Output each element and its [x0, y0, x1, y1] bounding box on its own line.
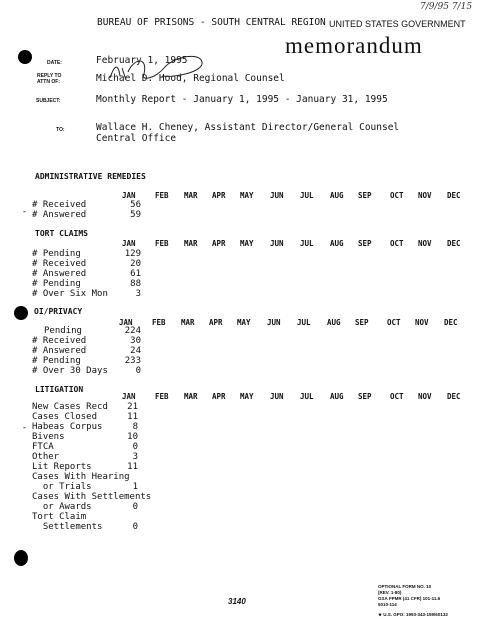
tort-row-value: 88 — [130, 279, 141, 289]
litigation-row-label: Settlements — [32, 522, 103, 532]
litigation-row-label: Lit Reports — [32, 462, 92, 472]
foi-row-label: # Pending — [32, 356, 81, 366]
form-line-2: (REV. 1-80) — [378, 590, 402, 595]
reply-to-label: REPLY TO ATTN OF: — [37, 73, 62, 85]
month-header-feb: FEB — [155, 191, 169, 200]
month-header-aug: AUG — [330, 191, 344, 200]
month-header-mar: MAR — [184, 191, 198, 200]
month-header-apr: APR — [212, 239, 226, 248]
tort-row-value: 20 — [130, 259, 141, 269]
litigation-row-value: 11 — [127, 462, 138, 472]
month-header-nov: NOV — [418, 392, 432, 401]
foi-row-value: 224 — [124, 326, 141, 336]
foi-row-label: Pending — [44, 326, 82, 336]
form-line-3: GSA FPMR (41 CFR) 101-11.6 — [378, 596, 441, 601]
month-header-jun: JUN — [270, 239, 284, 248]
punch-hole-middle — [14, 306, 28, 320]
month-header-aug: AUG — [330, 239, 344, 248]
litigation-row-label: Bivens — [32, 432, 65, 442]
month-header-jan: JAN — [122, 191, 136, 200]
date-label: DATE: — [47, 60, 62, 66]
foi-row-value: 24 — [130, 346, 141, 356]
subject-label: SUBJECT: — [36, 98, 61, 104]
admin-row-label: # Answered — [32, 210, 87, 220]
month-header-aug: AUG — [330, 392, 344, 401]
litigation-row-label: Habeas Corpus — [32, 422, 103, 432]
month-header-mar: MAR — [184, 392, 198, 401]
foi-row-label: # Over 30 Days — [32, 366, 108, 376]
month-header-jul: JUL — [300, 392, 314, 401]
month-header-feb: FEB — [155, 392, 169, 401]
month-header-apr: APR — [212, 392, 226, 401]
month-header-jul: JUL — [297, 318, 311, 327]
month-header-oct: OCT — [390, 392, 404, 401]
form-line-5: ★ U.S. GPO: 1993-343-159/60132 — [378, 612, 448, 617]
month-header-nov: NOV — [418, 239, 432, 248]
month-header-dec: DEC — [444, 318, 458, 327]
litigation-row-value: 3 — [132, 452, 138, 462]
month-header-dec: DEC — [447, 392, 461, 401]
tort-claims-heading: TORT CLAIMS — [35, 229, 88, 238]
month-header-oct: OCT — [390, 239, 404, 248]
handwritten-note: 7/9/95 7/15 — [420, 2, 473, 12]
month-header-sep: SEP — [358, 191, 372, 200]
litigation-row-label: or Trials — [32, 482, 92, 492]
month-header-jun: JUN — [270, 191, 284, 200]
month-header-may: MAY — [240, 392, 254, 401]
litigation-row-label: FTCA — [32, 442, 54, 452]
bureau-name: BUREAU OF PRISONS - SOUTH CENTRAL REGION — [97, 17, 326, 28]
tort-row-label: # Answered — [32, 269, 87, 279]
month-header-jul: JUL — [300, 191, 314, 200]
month-header-sep: SEP — [358, 392, 372, 401]
tort-row-value: 61 — [130, 269, 141, 279]
litigation-row-value: 0 — [132, 502, 138, 512]
litigation-row-value: 0 — [132, 442, 138, 452]
month-header-nov: NOV — [415, 318, 429, 327]
litigation-row-value: 21 — [127, 402, 138, 412]
litigation-row-value: 11 — [127, 412, 138, 422]
to-line-1: Wallace H. Cheney, Assistant Director/General Counsel — [96, 122, 400, 133]
month-header-dec: DEC — [447, 191, 461, 200]
month-header-jan: JAN — [122, 392, 136, 401]
litigation-row-label: Cases Closed — [32, 412, 98, 422]
month-header-feb: FEB — [155, 239, 169, 248]
litigation-row-value: 0 — [132, 522, 138, 532]
month-header-may: MAY — [240, 191, 254, 200]
form-line-1: OPTIONAL FORM NO. 10 — [378, 584, 432, 589]
tort-row-label: # Over Six Mon — [32, 289, 108, 299]
month-header-mar: MAR — [181, 318, 195, 327]
us-government-label: UNITED STATES GOVERNMENT — [329, 19, 466, 29]
form-line-4: 5010-114 — [378, 602, 397, 607]
date-value: February 1, 1995 — [96, 55, 188, 66]
to-line-2: Central Office — [96, 133, 177, 144]
tort-row-value: 129 — [124, 249, 141, 259]
foi-row-value: 30 — [130, 336, 141, 346]
admin-row-value: 59 — [130, 210, 141, 220]
month-header-mar: MAR — [184, 239, 198, 248]
month-header-feb: FEB — [152, 318, 166, 327]
tort-row-label: # Pending — [32, 279, 81, 289]
month-header-jun: JUN — [267, 318, 281, 327]
tort-row-label: # Received — [32, 259, 87, 269]
admin-row-label: # Received — [32, 200, 87, 210]
admin-row-value: 56 — [130, 200, 141, 210]
month-header-sep: SEP — [358, 239, 372, 248]
foi-privacy-heading: OI/PRIVACY — [34, 307, 83, 316]
admin-remedies-heading: ADMINISTRATIVE REMEDIES — [35, 172, 146, 181]
tort-row-value: 3 — [135, 289, 141, 299]
page-number: 3140 — [228, 597, 246, 606]
punch-hole-bottom — [14, 550, 28, 566]
to-label: TO: — [56, 127, 65, 133]
litigation-row-label: Tort Claim — [32, 512, 87, 522]
month-header-nov: NOV — [418, 191, 432, 200]
foi-row-label: # Received — [32, 336, 87, 346]
litigation-row-label: Cases With Hearing — [32, 472, 130, 482]
month-header-jan: JAN — [119, 318, 133, 327]
litigation-row-label: Other — [32, 452, 60, 462]
month-header-apr: APR — [212, 191, 226, 200]
margin-mark: - — [23, 422, 26, 432]
litigation-row-value: 8 — [132, 422, 138, 432]
margin-mark: - — [23, 206, 26, 216]
foi-row-value: 0 — [135, 366, 141, 376]
litigation-row-label: Cases With Settlements — [32, 492, 152, 502]
litigation-row-value: 1 — [132, 482, 138, 492]
punch-hole-top — [18, 50, 32, 64]
month-header-aug: AUG — [327, 318, 341, 327]
month-header-oct: OCT — [390, 191, 404, 200]
subject-value: Monthly Report - January 1, 1995 - January 31, 1995 — [96, 94, 388, 105]
litigation-row-value: 10 — [127, 432, 138, 442]
month-header-may: MAY — [237, 318, 251, 327]
month-header-oct: OCT — [387, 318, 401, 327]
month-header-may: MAY — [240, 239, 254, 248]
memorandum-title: memorandum — [285, 33, 423, 58]
signature — [104, 48, 212, 88]
month-header-dec: DEC — [447, 239, 461, 248]
month-header-jan: JAN — [122, 239, 136, 248]
month-header-apr: APR — [209, 318, 223, 327]
litigation-row-label: or Awards — [32, 502, 92, 512]
litigation-heading: LITIGATION — [35, 385, 84, 394]
foi-row-value: 233 — [124, 356, 141, 366]
tort-row-label: # Pending — [32, 249, 81, 259]
foi-row-label: # Answered — [32, 346, 87, 356]
month-header-sep: SEP — [355, 318, 369, 327]
from-value: Michael D. Hood, Regional Counsel — [96, 73, 285, 84]
month-header-jul: JUL — [300, 239, 314, 248]
litigation-row-label: New Cases Recd — [32, 402, 108, 412]
month-header-jun: JUN — [270, 392, 284, 401]
